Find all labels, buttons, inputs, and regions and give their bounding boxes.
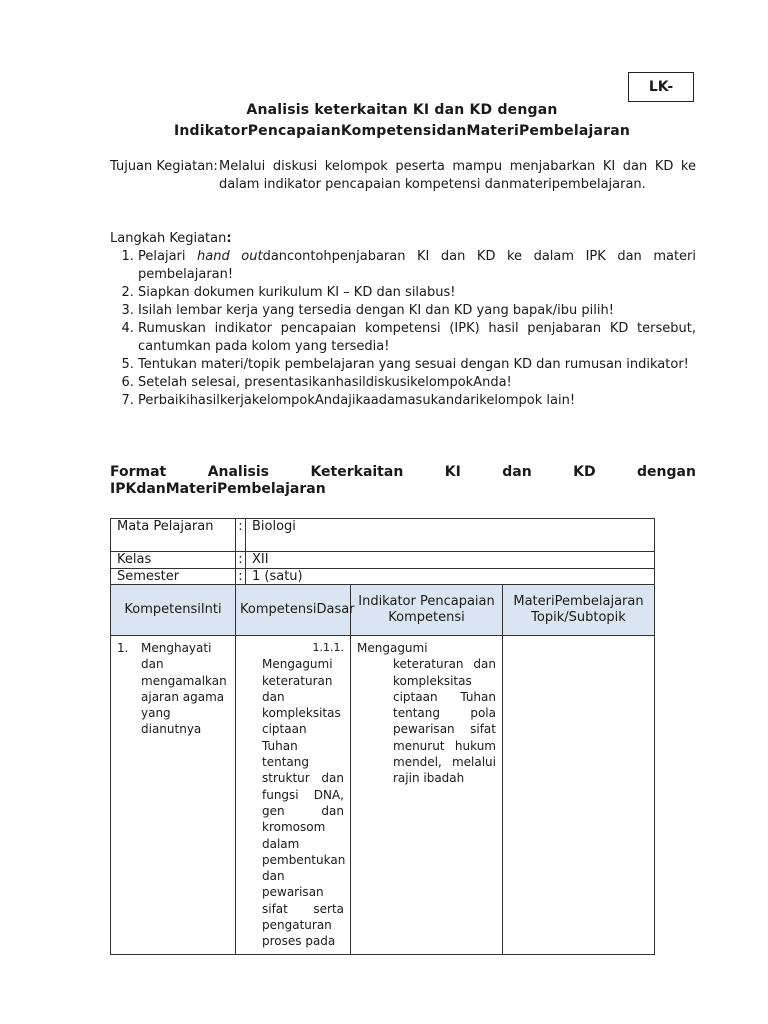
tujuan-text: Melalui diskusi kelompok peserta mampu menjabarkan KI dan KD ke dalam indikator pencapaian kompetensi danmateripembelajaran. <box>219 159 696 192</box>
table-header-row <box>111 585 655 636</box>
langkah-heading <box>110 230 696 248</box>
info-value: Biologi <box>246 519 655 552</box>
tujuan-section <box>110 158 696 194</box>
langkah-section <box>110 230 696 410</box>
step-text: Isilah lembar kerja yang tersedia dengan KI dan KD yang bapak/ibu pilih! <box>138 303 614 318</box>
ipk-cell <box>351 636 503 955</box>
step-text: Siapkan dokumen kurikulum KI – KD dan silabus! <box>138 285 456 300</box>
info-value: XII <box>246 552 655 569</box>
list-item <box>138 284 696 302</box>
doc-title-line-1: Analisis keterkaitan KI dan KD dengan <box>246 102 558 118</box>
list-item <box>138 302 696 320</box>
table-row <box>111 519 655 552</box>
langkah-label: Langkah Kegiatan <box>110 231 227 246</box>
info-value: 1 (satu) <box>246 569 655 586</box>
step-text: Tentukan materi/topik pembelajaran yang sesuai dengan KD dan rumusan indikator! <box>138 357 689 372</box>
format-word: Keterkaitan <box>310 464 404 480</box>
kd-cell <box>236 636 351 955</box>
column-header: KompetensiInti <box>111 585 236 636</box>
info-label: Kelas <box>111 552 236 569</box>
step-emphasis: hand out <box>197 249 263 264</box>
kd-text: Mengagumi keteraturan dan kompleksitas ciptaan Tuhan tentang struktur dan fungsi DNA, gen dan kromosom dalam pembentukan dan pewarisan sifat serta pengaturan proses pada <box>262 657 346 949</box>
ki-text: Menghayati dan mengamalkan ajaran agama yang dianutnya <box>141 641 227 737</box>
table-row <box>111 569 655 586</box>
langkah-colon: : <box>226 231 232 246</box>
tujuan-label: Tujuan Kegiatan: <box>110 159 218 174</box>
format-word: KD <box>573 464 596 480</box>
info-label: Mata Pelajaran <box>111 519 236 552</box>
step-text: Pelajari <box>138 249 198 264</box>
ki-number: 1. <box>117 641 129 655</box>
subject-info-table <box>110 518 655 586</box>
format-word: Analisis <box>207 464 269 480</box>
analysis-table <box>110 584 655 955</box>
format-line-2: IPKdanMateriPembelajaran <box>110 481 326 497</box>
info-sep: : <box>236 519 246 552</box>
kd-number: 1.1.1. <box>312 641 344 654</box>
info-label: Semester <box>111 569 236 586</box>
format-word: Format <box>110 464 167 480</box>
column-header: MateriPembelajaran Topik/Subtopik <box>503 585 655 636</box>
ipk-text: Mengagumi keteraturan dan kompleksitas ciptaan Tuhan tentang pola pewarisan sifat menurut hukum mendel, melalui rajin ibadah <box>357 641 496 786</box>
lk-code-box <box>628 72 694 102</box>
step-text: Setelah selesai, presentasikanhasildiskusikelompokAnda! <box>138 375 512 390</box>
table-row <box>111 636 655 955</box>
info-sep: : <box>236 569 246 586</box>
list-item <box>138 248 696 284</box>
format-heading <box>110 464 696 498</box>
langkah-list <box>110 248 696 410</box>
doc-title-line-2: IndikatorPencapaianKompetensidanMateriPembelajaran <box>173 123 631 139</box>
format-word: KI <box>444 464 461 480</box>
ki-cell <box>111 636 236 955</box>
list-item <box>138 392 696 410</box>
info-sep: : <box>236 552 246 569</box>
lk-code: LK- <box>648 79 674 95</box>
list-item <box>138 356 696 374</box>
step-text: PerbaikihasilkerjakelompokAndajikaadamasukandarikelompok lain! <box>138 393 576 408</box>
list-item <box>138 320 696 356</box>
table-row <box>111 552 655 569</box>
list-item <box>138 374 696 392</box>
step-text: dancontohpenjabaran KI dan KD ke dalam IPK dan materi pembelajaran! <box>138 249 696 282</box>
column-header: KompetensiDasar <box>236 585 351 636</box>
format-word: dengan <box>637 464 696 480</box>
format-word: dan <box>502 464 532 480</box>
materi-cell <box>503 636 655 955</box>
column-header: Indikator Pencapaian Kompetensi <box>351 585 503 636</box>
step-text: Rumuskan indikator pencapaian kompetensi (IPK) hasil penjabaran KD tersebut, cantumkan pada kolom yang tersedia! <box>138 321 696 354</box>
